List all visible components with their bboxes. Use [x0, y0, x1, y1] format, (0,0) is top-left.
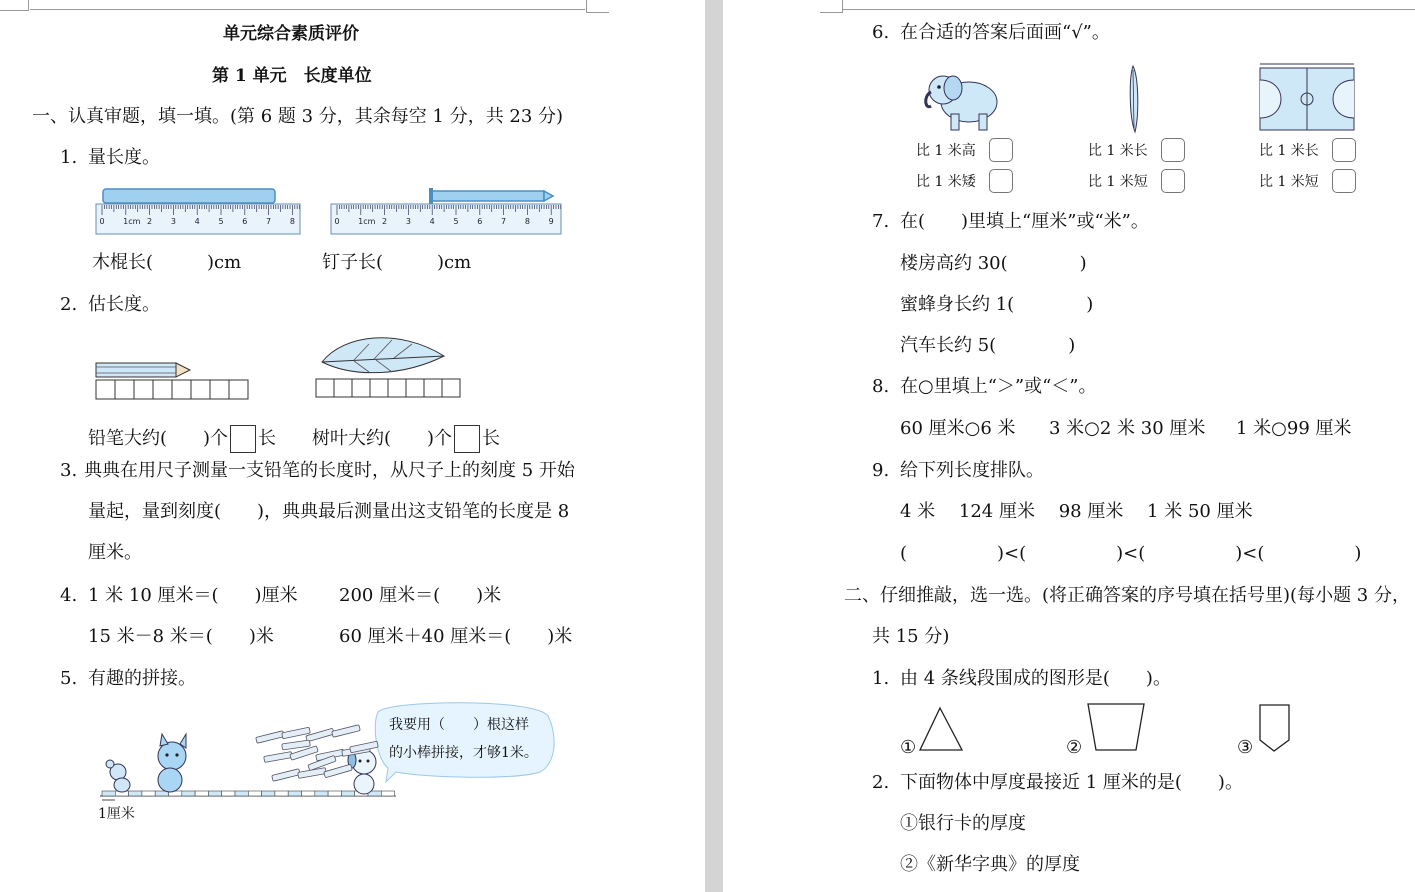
- scale-label: 1厘米: [98, 806, 135, 822]
- nail-icon: [432, 191, 544, 201]
- centimeter-segment: [235, 791, 248, 796]
- q9-order-blanks: ( )<( )<( )<( ): [900, 543, 1362, 564]
- ruler-tick-label: 1cm: [358, 217, 376, 226]
- centimeter-segment: [142, 791, 155, 796]
- centimeter-segment: [262, 791, 275, 796]
- ruler-tick-label: 2: [382, 217, 388, 226]
- ruler-tick-label: 6: [242, 217, 248, 226]
- ruler-tick-label: 4: [194, 217, 200, 226]
- q6-elephant-checkbox-a[interactable]: [989, 138, 1013, 162]
- small-stick: [256, 731, 285, 744]
- unit-square: [115, 380, 134, 399]
- unit-square: [134, 380, 153, 399]
- pencil-icon: [1123, 64, 1147, 134]
- q7-number: 7.: [872, 211, 890, 232]
- ruler-tick-label: 4: [429, 217, 435, 226]
- ruler-tick-label: 0: [99, 217, 105, 226]
- unit-square: [191, 380, 210, 399]
- bubble-line-2: 的小棒拼接，才够1米。: [389, 745, 538, 761]
- mc1-option-2: ②: [1066, 737, 1083, 758]
- unit-square: [229, 380, 248, 399]
- q7-item-b: 蜜蜂身长约 1( ): [900, 294, 1094, 315]
- ruler-tick-label: 6: [477, 217, 483, 226]
- mc2-number: 2.: [872, 772, 890, 793]
- centimeter-segment: [248, 791, 261, 796]
- unit-square: [352, 379, 370, 397]
- mc2-text: 下面物体中厚度最接近 1 厘米的是( )。: [900, 772, 1243, 793]
- q4-item-a: 1 米 10 厘米＝( )厘米: [88, 585, 298, 606]
- header-line: [843, 9, 1415, 10]
- unit-square: [388, 379, 406, 397]
- centimeter-segment: [208, 791, 221, 796]
- ruler-tick-label: 9: [548, 217, 554, 226]
- triangle-icon: [918, 704, 966, 754]
- page-title: 单元综合素质评价: [223, 24, 359, 44]
- section-2-heading-line-1: 二、仔细推敲，选一选。(将正确答案的序号填在括号里)(每小题 3 分，: [844, 585, 1410, 606]
- q6-elephant-opt-b: 比 1 米矮: [916, 174, 976, 190]
- q7-item-a: 楼房高约 30( ): [900, 253, 1087, 274]
- q9-items: 4 米 124 厘米 98 厘米 1 米 50 厘米: [900, 501, 1253, 522]
- q6-elephant-checkbox-b[interactable]: [989, 169, 1013, 193]
- unit-square: [334, 379, 352, 397]
- centimeter-segment: [381, 791, 394, 796]
- q3-number: 3.: [60, 460, 78, 481]
- q5-number: 5.: [60, 668, 78, 689]
- basketball-court-icon: [1258, 62, 1358, 134]
- centimeter-segment: [222, 791, 235, 796]
- centimeter-segment: [102, 791, 115, 796]
- q7-text: 在( )里填上“厘米”或“米”。: [900, 211, 1149, 232]
- q4-item-c: 15 米－8 米＝( )米: [88, 626, 274, 647]
- small-stick: [282, 740, 311, 750]
- q7-item-c: 汽车长约 5( ): [900, 335, 1076, 356]
- mc1-number: 1.: [872, 668, 890, 689]
- q3-line-1: 典典在用尺子测量一支铅笔的长度时，从尺子上的刻度 5 开始: [84, 460, 575, 481]
- ruler-tick-label: 5: [453, 217, 459, 226]
- pencil-icon: [96, 363, 176, 377]
- centimeter-segment: [288, 791, 301, 796]
- section-2-heading-line-2: 共 15 分): [872, 626, 950, 647]
- centimeter-segment: [182, 791, 195, 796]
- unit-subtitle: 第 1 单元 长度单位: [212, 66, 372, 86]
- q1-number: 1.: [60, 147, 78, 168]
- header-line: [30, 9, 585, 10]
- section-1-heading: 一、认真审题，填一填。(第 6 题 3 分，其余每空 1 分，共 23 分): [32, 106, 564, 127]
- crop-mark: [0, 0, 29, 11]
- unit-square: [442, 379, 460, 397]
- q3-line-2: 量起，量到刻度( )，典典最后测量出这支铅笔的长度是 8: [88, 501, 570, 522]
- unit-square: [316, 379, 334, 397]
- q4-item-d: 60 厘米＋40 厘米＝( )米: [339, 626, 573, 647]
- dog-icon: [348, 750, 376, 794]
- mc2-option-1: ①银行卡的厚度: [900, 813, 1026, 834]
- centimeter-segment: [315, 791, 328, 796]
- leaf-icon: [322, 338, 444, 373]
- ruler-tick-label: 0: [334, 217, 340, 226]
- q3-line-3: 厘米。: [88, 542, 142, 563]
- q1-answer-nail: 钉子长( )cm: [322, 252, 472, 273]
- unit-square: [406, 379, 424, 397]
- q9-number: 9.: [872, 460, 890, 481]
- q6-pencil-checkbox-b[interactable]: [1161, 169, 1185, 193]
- mouse-icon: [106, 760, 130, 792]
- q2-number: 2.: [60, 294, 78, 315]
- trapezoid-icon: [1086, 702, 1148, 752]
- q6-text: 在合适的答案后面画“√”。: [900, 22, 1110, 43]
- q2-answer-leaf: 树叶大约( )个 长: [312, 425, 500, 453]
- crop-mark: [820, 0, 843, 13]
- q5-text: 有趣的拼接。: [88, 668, 196, 689]
- q6-number: 6.: [872, 22, 890, 43]
- q1-answer-stick: 木棍长( )cm: [92, 252, 242, 273]
- ruler-tick-label: 2: [147, 217, 153, 226]
- ruler-tick-label: 8: [289, 217, 295, 226]
- q8-item-b: 3 米○2 米 30 厘米: [1049, 418, 1206, 439]
- page-right: [723, 0, 1415, 892]
- page-gap: [705, 0, 723, 892]
- unit-square-icon: [230, 425, 256, 453]
- crop-mark: [586, 0, 609, 13]
- q8-item-c: 1 米○99 厘米: [1236, 418, 1352, 439]
- q6-court-opt-b: 比 1 米短: [1259, 174, 1319, 190]
- pencil-figure: [94, 356, 254, 400]
- leaf-figure: [314, 330, 464, 400]
- centimeter-segment: [328, 791, 341, 796]
- q6-court-checkbox-a[interactable]: [1332, 138, 1356, 162]
- q2-answer-pencil: 铅笔大约( )个 长: [88, 425, 276, 453]
- ruler-tick-label: 3: [170, 217, 176, 226]
- ruler-tick-label: 1cm: [123, 217, 141, 226]
- ruler-tick-label: 8: [524, 217, 530, 226]
- ruler-tick-label: 7: [266, 217, 272, 226]
- mc1-option-3: ③: [1237, 737, 1254, 758]
- q6-pencil-opt-b: 比 1 米短: [1088, 174, 1148, 190]
- q8-item-a: 60 厘米○6 米: [900, 418, 1016, 439]
- ruler-tick-label: 3: [405, 217, 411, 226]
- stick-icon: [103, 189, 275, 203]
- ruler-tick-label: 5: [218, 217, 224, 226]
- q8-text: 在○里填上“＞”或“＜”。: [900, 376, 1097, 397]
- q9-text: 给下列长度排队。: [900, 460, 1044, 481]
- q4-item-b: 200 厘米＝( )米: [339, 585, 502, 606]
- unit-square: [370, 379, 388, 397]
- q8-number: 8.: [872, 376, 890, 397]
- small-stick: [272, 769, 301, 782]
- unit-square: [96, 380, 115, 399]
- elephant-icon: [921, 66, 1005, 134]
- q6-pencil-checkbox-a[interactable]: [1161, 138, 1185, 162]
- q6-pencil-opt-a: 比 1 米长: [1088, 143, 1148, 159]
- small-stick: [332, 725, 361, 738]
- centimeter-segment: [302, 791, 315, 796]
- q2-text: 估长度。: [88, 294, 160, 315]
- centimeter-segment: [129, 791, 142, 796]
- mc1-option-1: ①: [900, 737, 917, 758]
- q6-court-opt-a: 比 1 米长: [1259, 143, 1319, 159]
- pentagon-icon: [1257, 702, 1293, 754]
- cat-icon: [158, 734, 186, 792]
- page-left: [0, 0, 705, 892]
- small-stick: [324, 764, 353, 777]
- centimeter-segment: [341, 791, 354, 796]
- unit-square-icon: [454, 425, 480, 453]
- q4-number: 4.: [60, 585, 78, 606]
- unit-square: [172, 380, 191, 399]
- q1-text: 量长度。: [88, 147, 160, 168]
- ruler-nail-figure: [329, 186, 565, 238]
- ruler-stick-figure: [94, 186, 304, 238]
- unit-square: [424, 379, 442, 397]
- bubble-line-1: 我要用（ ）根这样: [389, 717, 529, 733]
- unit-square: [153, 380, 172, 399]
- centimeter-segment: [275, 791, 288, 796]
- ruler-tick-label: 7: [501, 217, 507, 226]
- mc1-text: 由 4 条线段围成的图形是( )。: [900, 668, 1171, 689]
- small-stick: [264, 752, 293, 763]
- q6-elephant-opt-a: 比 1 米高: [916, 143, 976, 159]
- mc2-option-2: ②《新华字典》的厚度: [900, 854, 1080, 875]
- q6-court-checkbox-b[interactable]: [1332, 169, 1356, 193]
- unit-square: [210, 380, 229, 399]
- centimeter-segment: [195, 791, 208, 796]
